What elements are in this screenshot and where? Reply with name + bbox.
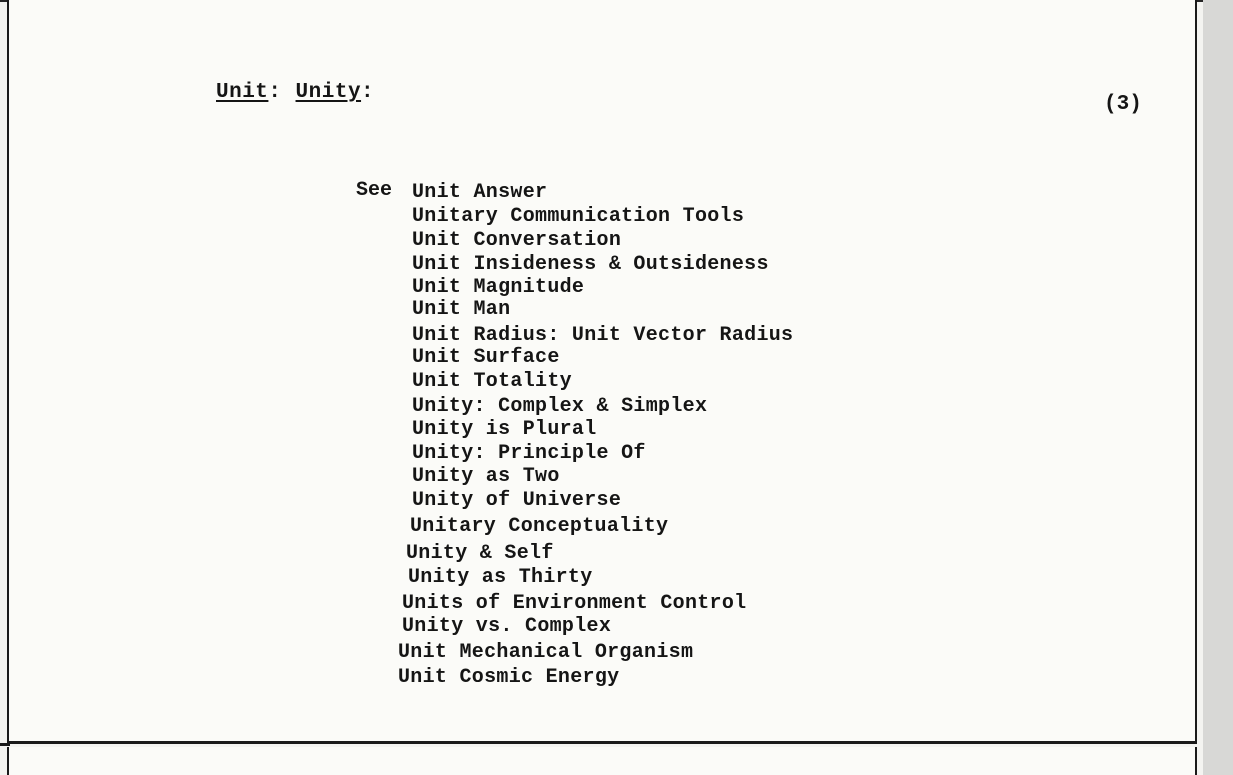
cross-reference-entry: Unit Mechanical Organism bbox=[398, 641, 694, 664]
heading-term-unit: Unit bbox=[216, 81, 269, 104]
cross-reference-entry: Unity: Principle Of bbox=[412, 442, 646, 465]
cross-reference-entry: Unit Totality bbox=[412, 370, 572, 393]
cross-reference-entry: Unity of Universe bbox=[412, 489, 622, 512]
cross-reference-entry: Unit Magnitude bbox=[412, 276, 585, 299]
cross-reference-entry: Unity as Thirty bbox=[408, 566, 593, 589]
heading-separator: : bbox=[268, 81, 282, 104]
see-label: See bbox=[356, 179, 393, 202]
cross-reference-entry: Unitary Communication Tools bbox=[412, 205, 745, 228]
cross-reference-entry: Unit Answer bbox=[412, 181, 548, 204]
cross-reference-entry: Unit Radius: Unit Vector Radius bbox=[412, 324, 794, 347]
cross-reference-entry: Unit Conversation bbox=[412, 229, 622, 252]
cross-reference-entry: Unit Surface bbox=[412, 346, 560, 369]
cross-reference-entry: Unity & Self bbox=[406, 542, 554, 565]
cross-reference-entry: Unit Cosmic Energy bbox=[398, 666, 620, 689]
next-index-card bbox=[7, 747, 1197, 775]
page-number: (3) bbox=[1104, 93, 1142, 116]
card-left-tick bbox=[0, 743, 10, 746]
cross-reference-entry: Unit Man bbox=[412, 298, 511, 321]
cross-reference-entry: Unity as Two bbox=[412, 465, 560, 488]
card-heading bbox=[216, 81, 374, 104]
scan-edge-strip bbox=[1203, 0, 1233, 775]
cross-reference-entry: Unity: Complex & Simplex bbox=[412, 395, 708, 418]
heading-term-unity: Unity bbox=[295, 81, 362, 104]
cross-reference-entry: Unitary Conceptuality bbox=[410, 515, 669, 538]
cross-reference-entry: Unity vs. Complex bbox=[402, 615, 612, 638]
cross-reference-entry: Unit Insideness & Outsideness bbox=[412, 253, 769, 276]
cross-reference-entry: Unity is Plural bbox=[412, 418, 597, 441]
cross-reference-entry: Units of Environment Control bbox=[402, 592, 747, 615]
heading-trailing-colon: : bbox=[361, 81, 375, 104]
